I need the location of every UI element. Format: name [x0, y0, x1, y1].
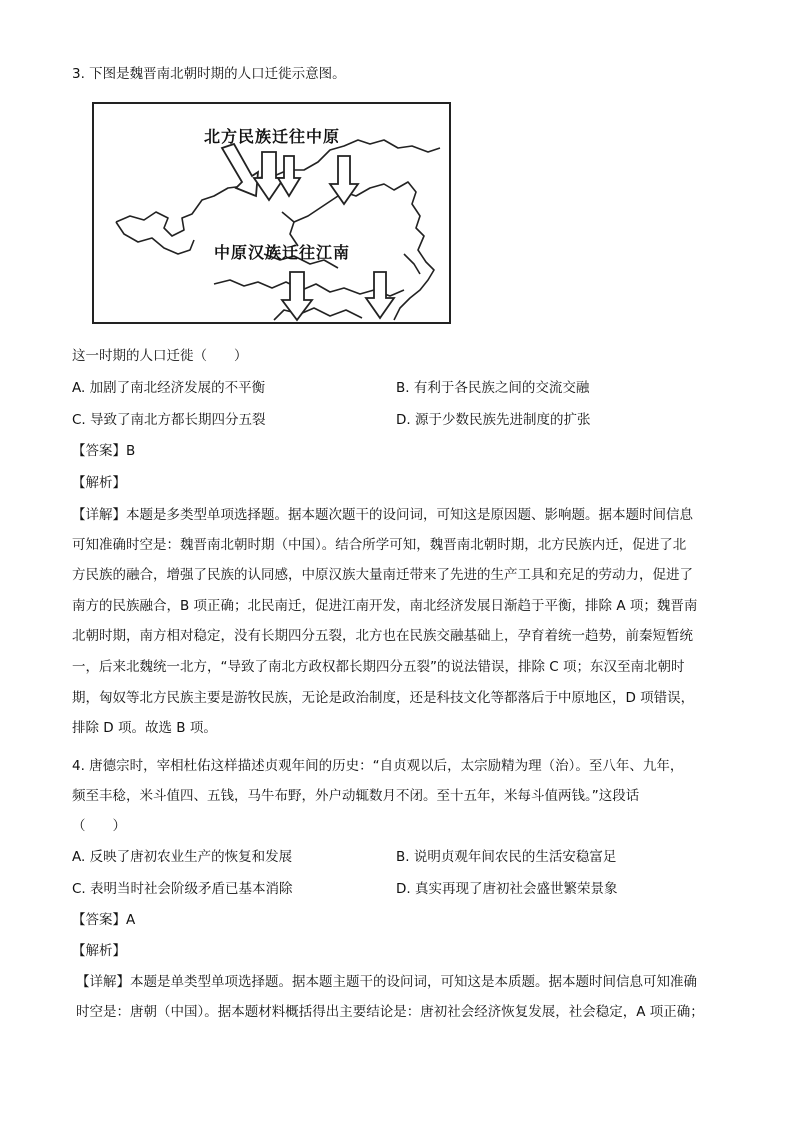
- q4-detail-line: 【详解】本题是单类型单项选择题。据本题主题干的设问词，可知这是本质题。据本题时间信息可知准确: [76, 974, 697, 990]
- q3-detail-line: 【详解】本题是多类型单项选择题。据本题次题干的设问词，可知这是原因题、影响题。据本题时间信息: [72, 507, 693, 523]
- q4-option-a: A. 反映了唐初农业生产的恢复和发展: [72, 849, 293, 865]
- q3-option-a: A. 加剧了南北经济发展的不平衡: [72, 380, 266, 396]
- q4-detail-line: 时空是：唐朝（中国）。据本题材料概括得出主要结论是：唐初社会经济恢复发展，社会稳定，A 项正确；: [76, 1004, 704, 1020]
- q3-detail-line: 期，匈奴等北方民族主要是游牧民族，无论是政治制度，还是科技文化等都落后于中原地区，D 项错误，: [72, 690, 695, 706]
- q3-question: 这一时期的人口迁徙（ ）: [72, 348, 248, 364]
- migration-map: [92, 102, 451, 324]
- q4-answer: [72, 910, 135, 930]
- q3-detail-line: 北朝时期，南方相对稳定，没有长期四分五裂，北方也在民族交融基础上，孕育着统一趋势，前秦短暂统: [72, 628, 693, 644]
- q3-option-c: C. 导致了南北方都长期四分五裂: [72, 412, 266, 428]
- q3-option-b: B. 有利于各民族之间的交流交融: [396, 380, 590, 396]
- q3-analysis-tag: 【解析】: [72, 475, 126, 491]
- q3-detail-line: 排除 D 项。故选 B 项。: [72, 720, 217, 736]
- answer-value: B: [126, 443, 136, 459]
- q4-option-c: C. 表明当时社会阶级矛盾已基本消除: [72, 881, 293, 897]
- map-label-north: 北方民族迁往中原: [204, 127, 341, 146]
- q3-stem: 3. 下图是魏晋南北朝时期的人口迁徙示意图。: [72, 66, 346, 82]
- q4-stem-line: （ ）: [72, 818, 126, 834]
- q3-detail-line: 一，后来北魏统一北方，“导致了南北方政权都长期四分五裂”的说法错误，排除 C 项；东汉至南北朝时: [72, 659, 685, 675]
- q3-option-d: D. 源于少数民族先进制度的扩张: [396, 412, 591, 428]
- q4-stem-line: 4. 唐德宗时，宰相杜佑这样描述贞观年间的历史：“自贞观以后，太宗励精为理（治）。至八年、九年，: [72, 758, 684, 774]
- answer-tag: 【答案】: [72, 912, 126, 928]
- q3-answer: [72, 441, 135, 461]
- q3-detail-line: 可知准确时空是：魏晋南北朝时期（中国）。结合所学可知，魏晋南北朝时期，北方民族内迁，促进了北: [72, 537, 687, 553]
- q3-detail-line: 南方的民族融合，B 项正确；北民南迁，促进江南开发，南北经济发展日渐趋于平衡，排除 A 项；魏晋南: [72, 598, 698, 614]
- answer-tag: 【答案】: [72, 443, 126, 459]
- q4-analysis-tag: 【解析】: [72, 943, 126, 959]
- q4-stem-line: 频至丰稔，米斗值四、五钱，马牛布野，外户动辄数月不闭。至十五年，米每斗值两钱。”这段话: [72, 788, 640, 804]
- q4-option-b: B. 说明贞观年间农民的生活安稳富足: [396, 849, 617, 865]
- q4-option-d: D. 真实再现了唐初社会盛世繁荣景象: [396, 881, 618, 897]
- answer-value: A: [126, 912, 136, 928]
- q3-detail-line: 方民族的融合，增强了民族的认同感，中原汉族大量南迁带来了先进的生产工具和充足的劳动力，促进了: [72, 567, 693, 583]
- map-label-south: 中原汉族迁往江南: [214, 243, 351, 262]
